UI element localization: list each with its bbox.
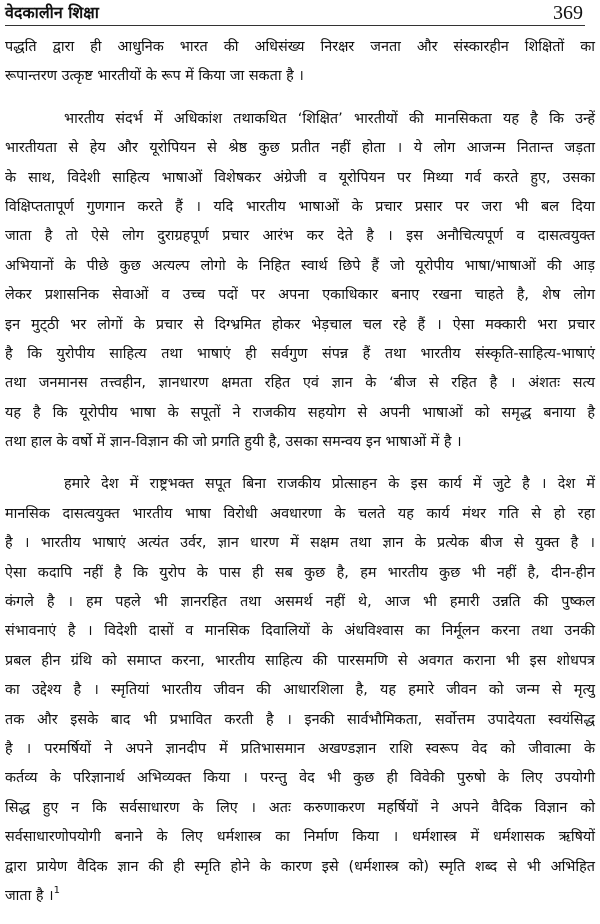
- text-line: अभियानों के पीछे कुछ अत्यल्प लोगो के निहित स्वार्थ छिपे हैं जो यूरोपीय भाषा/भाषाओं की आड़: [5, 257, 595, 274]
- text-line: तथा जनमानस तत्त्वहीन, ज्ञानधारण क्षमता रहित एवं ज्ञान के ‘बीज से रहित है । अंशतः सत्य: [5, 375, 595, 392]
- text-line: तक और इसके बाद भी प्रभावित करती है । इनकी सार्वभौमिकता, सर्वोत्तम उपादेयता स्वयंसिद्ध: [5, 711, 595, 728]
- text-line: कर्तव्य के परिज्ञानार्थ अभिव्यक्त किया । परन्तु वेद भी कुछ ही विवेकी पुरुषो के लिए उपयोगी: [5, 770, 595, 787]
- text-line: पद्धति द्वारा ही आधुनिक भारत की अधिसंख्य निरक्षर जनता और संस्कारहीन शिक्षितों का: [5, 39, 595, 55]
- running-head-title: वेदकालीन शिक्षा: [5, 3, 99, 22]
- text-line: कंगले है । हम पहले भी ज्ञानरहित तथा असमर्थ नहीं थे, आज भी हमारी उन्नति की पुष्कल: [5, 594, 595, 611]
- body-text: [0, 33, 600, 924]
- text-line: है कि युरोपीय साहित्य तथा भाषाएं ही सर्वगुण संपन्न हैं तथा भारतीय संस्कृति-साहित्य-भाषाएं: [5, 345, 595, 362]
- text-line: सर्वसाधारणोपयोगी बनाने के लिए धर्मशास्त्र का निर्माण किया । धर्मशास्त्र में धर्मशासक ऋषियों: [5, 829, 595, 846]
- text-line: द्वारा प्रायेण वैदिक ज्ञान की ही स्मृति होने के कारण इसे (धर्मशास्त्र को) स्मृति शब्द से भी अभिहित: [5, 858, 595, 875]
- text-line-text: जाता है ।: [5, 887, 54, 904]
- header-rule: [5, 25, 585, 26]
- text-line: जाता है तो ऐसे लोग दुराग्रहपूर्ण प्रचार आरंभ कर देते है । इस अनौचित्यपूर्ण व दासत्वयुक्त: [5, 228, 595, 245]
- page-number: 369: [553, 2, 583, 24]
- paragraph-3: [0, 470, 600, 911]
- paragraph-2: [0, 105, 600, 458]
- text-line: यह है कि यूरोपीय भाषा के सपूतों ने राजकीय सहयोग से अपनी भाषाओं को समृद्ध बनाया है: [5, 404, 595, 421]
- text-line: सिद्ध हुए न कि सर्वसाधारण के लिए । अतः करुणाकरण महर्षियों ने अपने वैदिक विज्ञान को: [5, 799, 595, 816]
- last-text-line: [0, 882, 600, 911]
- text-line: रूपान्तरण उत्कृष्ट भारतीयों के रूप में किया जा सकता है ।: [5, 68, 304, 85]
- text-line: इन मुट्‌ठी भर लोगों के प्रचार से दिग्भ्रमित होकर भेड़चाल चल रहे हैं । ऐसा मक्कारी भरा प्रचार: [5, 316, 595, 333]
- text-line: तथा हाल के वर्षो में ज्ञान-विज्ञान की जो प्रगति हुयी है, उसका समन्वय इन भाषाओं में है ।: [5, 434, 462, 451]
- text-line: के साथ, विदेशी साहित्य भाषाओं विशेषकर अंग्रेजी व यूरोपियन पर मिथ्या गर्व करते हुए, उसका: [5, 169, 595, 186]
- text-line: का उद्देश्य है । स्मृतियां भारतीय जीवन की आधारशिला है, यह हमारे जीवन को जन्म से मृत्यु: [5, 682, 595, 699]
- text-line: भारतीयता से हेय और यूरोपियन से श्रेष्ठ कुछ प्रतीत नहीं होता । ये लोग आजन्म नितान्त जड़ता: [5, 140, 595, 157]
- text-line: मानसिक दासत्वयुक्त भारतीय भाषा विरोधी अवधारणा के चलते यह कार्य मंथर गति से हो रहा: [5, 505, 595, 522]
- running-header: [5, 0, 595, 28]
- paragraph-1: [0, 33, 600, 92]
- text-line: प्रबल हीन ग्रंथि को समाप्त करना, भारतीय साहित्य की पारसमणि से अवगत कराना भी इस शोधपत्र: [5, 652, 595, 669]
- text-line: विक्षिप्ततापूर्ण गुणगान करते हैं । यदि भारतीय भाषाओं के प्रचार प्रसार पर जरा भी बल दिया: [5, 198, 595, 215]
- text-line: ऐसा कदापि नहीं है कि युरोप के पास ही सब कुछ है, हम भारतीय कुछ भी नहीं है, दीन-हीन: [5, 564, 595, 581]
- text-line: हमारे देश में राष्ट्रभक्त सपूत बिना राजकीय प्रोत्साहन के इस कार्य में जुटे है । देश में: [64, 476, 595, 493]
- text-line: है । परमर्षियों ने अपने ज्ञानदीप में प्रतिभासमान अखण्डज्ञान राशि स्वरूप वेद को जीवात्मा के: [5, 740, 595, 757]
- text-line: भारतीय संदर्भ में अधिकांश तथाकथित ‘शिक्षित’ भारतीयों की मानसिकता यह है कि उन्हें: [64, 110, 595, 127]
- text-line: संभावनाएं है । विदेशी दासों व मानसिक दिवालियों के अंधविश्वास का निर्मूलन करना तथा उनकी: [5, 623, 595, 640]
- footnote-marker[interactable]: 1: [53, 884, 60, 896]
- text-line: है । भारतीय भाषाएं अत्यंत उर्वर, ज्ञान धारण में सक्षम तथा ज्ञान के प्रत्येक बीज से युक्त है ।: [5, 535, 595, 552]
- text-line: लेकर प्रशासनिक सेवाओं व उच्च पदों पर अपना एकाधिकार बनाए रखना चाहते है, शेष लोग: [5, 287, 595, 304]
